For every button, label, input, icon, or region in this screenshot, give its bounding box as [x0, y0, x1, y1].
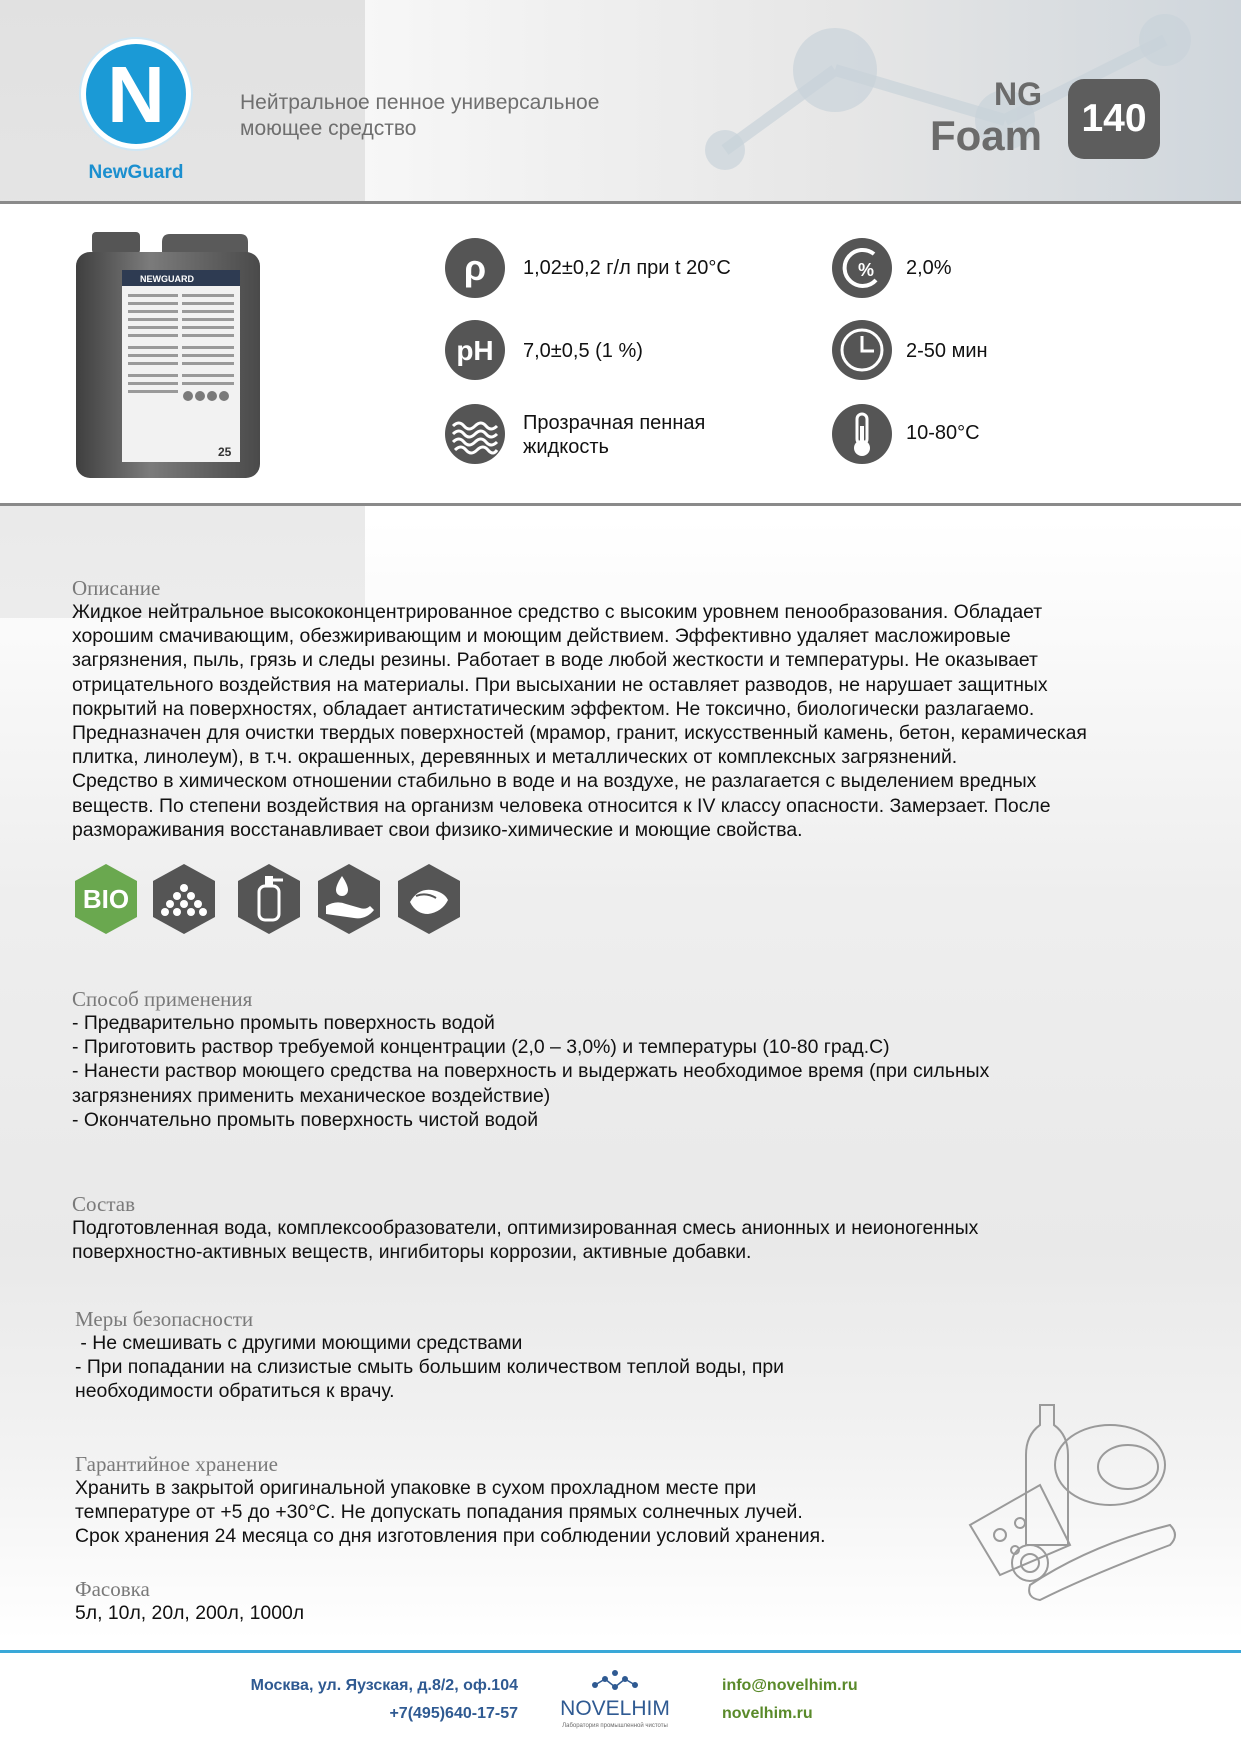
food-illustration-icon: [960, 1395, 1180, 1605]
description-line: размораживания восстанавливает свои физико-химические и моющие свойства.: [72, 818, 803, 841]
svg-text:BIO: BIO: [82, 884, 130, 914]
sprayer-icon: [236, 862, 302, 936]
appearance-line-2: жидкость: [523, 436, 609, 458]
subtitle-line-2: моющее средство: [240, 117, 417, 140]
usage-section: [72, 987, 1182, 1132]
granules-icon: [151, 862, 217, 936]
description-section: [72, 576, 1182, 842]
svg-text:ρ: ρ: [463, 247, 487, 288]
usage-line: - Окончательно промыть поверхность чистой водой: [72, 1108, 539, 1131]
svg-text:pH: pH: [456, 335, 494, 366]
packaging-line: 5л, 10л, 20л, 200л, 1000л: [75, 1602, 305, 1624]
canister-brand: NEWGUARD: [140, 274, 194, 284]
storage-line: температуре от +5 до +30°С. Не допускать попадания прямых солнечных лучей.: [75, 1501, 803, 1524]
hand-drop-icon: [316, 862, 382, 936]
temperature-value: 10-80°С: [906, 422, 980, 444]
footer-address: Москва, ул. Яузская, д.8/2, оф.104: [250, 1677, 518, 1694]
appearance-value: [523, 411, 705, 459]
density-value: 1,02±0,2 г/л при t 20°С: [523, 257, 731, 279]
company-tagline: Лаборатория промышленной чистоты: [562, 1723, 668, 1729]
time-value: 2-50 мин: [906, 340, 988, 362]
description-line: плитка, линолеум), в т.ч. окрашенных, деревянных и металлических от комплексных загрязнений.: [72, 746, 958, 769]
concentration-value: 2,0%: [906, 257, 952, 279]
composition-title: Состав: [72, 1192, 136, 1216]
usage-title: Способ применения: [72, 987, 253, 1011]
canister-image: [70, 228, 266, 480]
svg-text:%: %: [857, 260, 875, 280]
product-prefix: NG: [994, 76, 1042, 112]
description-title: Описание: [72, 576, 161, 600]
safety-section: [75, 1307, 1185, 1404]
safety-line: необходимости обратиться к врачу.: [75, 1380, 395, 1403]
storage-title: Гарантийное хранение: [75, 1452, 278, 1476]
company-name: NOVELHIM: [560, 1697, 670, 1720]
description-line: Жидкое нейтральное высококонцентрированное средство с высоким уровнем пенообразования. Обладает: [72, 601, 1043, 623]
newguard-logo: [72, 36, 200, 184]
foam-liquid-icon: [443, 402, 507, 466]
usage-line: - Предварительно промыть поверхность водой: [72, 1012, 495, 1034]
canister-volume: 25: [218, 445, 232, 459]
description-body: [72, 600, 1182, 842]
logo-text: NewGuard: [88, 162, 184, 183]
density-icon: [443, 236, 507, 300]
properties-divider: [0, 503, 1241, 506]
description-line: хорошим смачивающим, обезжиривающим и моющим действием. Эффективно удаляет масложировые: [72, 625, 1011, 648]
usage-line: загрязнениях применить механическое воздействие): [72, 1084, 551, 1107]
composition-body: [72, 1216, 1182, 1264]
usage-body: [72, 1011, 1182, 1132]
description-line: Средство в химическом отношении стабильно в воде и на воздухе, не разлагается с выделением вредных: [72, 770, 1037, 793]
description-line: веществ. По степени воздействия на организм человека относится к IV классу опасности. Замерзает. После: [72, 794, 1051, 817]
usage-line: - Приготовить раствор требуемой концентрации (2,0 – 3,0%) и температуры (10-80 град.С): [72, 1036, 890, 1059]
composition-line: поверхностно-активных веществ, ингибиторы коррозии, активные добавки.: [72, 1241, 752, 1264]
appearance-line-1: Прозрачная пенная: [523, 412, 706, 434]
description-line: покрытий на поверхностях, обладает антистатическим эффектом. Не токсично, биологически разлагаемо.: [72, 697, 1035, 720]
safety-title: Меры безопасности: [75, 1307, 254, 1331]
ph-icon: [443, 318, 507, 382]
concentration-icon: [830, 236, 894, 300]
bio-icon: [73, 862, 139, 936]
packaging-title: Фасовка: [75, 1577, 150, 1601]
product-name: Foam: [929, 112, 1042, 159]
hand-wash-icon: [396, 862, 462, 936]
subtitle-line-1: Нейтральное пенное универсальное: [240, 91, 600, 114]
ph-value: 7,0±0,5 (1 %): [523, 340, 643, 362]
footer-website[interactable]: novelhim.ru: [722, 1705, 813, 1722]
description-line: отрицательного воздействия на материалы. При высыхании не оставляет разводов, не нарушает защитных: [72, 673, 1048, 696]
description-line: Предназначен для очистки твердых поверхностей (мрамор, гранит, искусственный камень, бетон, керамическая: [72, 722, 1087, 745]
footer-divider: [0, 1650, 1241, 1653]
footer-phone[interactable]: +7(495)640-17-57: [389, 1705, 518, 1722]
product-subtitle: [240, 90, 599, 142]
novelhim-logo: [550, 1665, 680, 1735]
thermometer-icon: [830, 402, 894, 466]
usage-line: - Нанести раствор моющего средства на поверхность и выдержать необходимое время (при сильных: [72, 1060, 990, 1083]
safety-body: [75, 1331, 1185, 1404]
safety-line: - Не смешивать с другими моющими средствами: [75, 1332, 523, 1354]
clock-icon: [830, 318, 894, 382]
description-line: загрязнения, пыль, грязь и следы резины. Работает в воде любой жесткости и температуры. Не оказывает: [72, 649, 1038, 672]
storage-line: Срок хранения 24 месяца со дня изготовления при соблюдении условий хранения.: [75, 1525, 826, 1548]
footer-email[interactable]: info@novelhim.ru: [722, 1677, 858, 1694]
storage-line: Хранить в закрытой оригинальной упаковке в сухом прохладном месте при: [75, 1477, 757, 1499]
composition-line: Подготовленная вода, комплексообразователи, оптимизированная смесь анионных и неионогенных: [72, 1217, 979, 1239]
logo-letter: N: [107, 50, 165, 139]
composition-section: [72, 1192, 1182, 1264]
product-code-badge: 140: [1068, 79, 1160, 159]
safety-line: - При попадании на слизистые смыть большим количеством теплой воды, при: [75, 1356, 784, 1379]
